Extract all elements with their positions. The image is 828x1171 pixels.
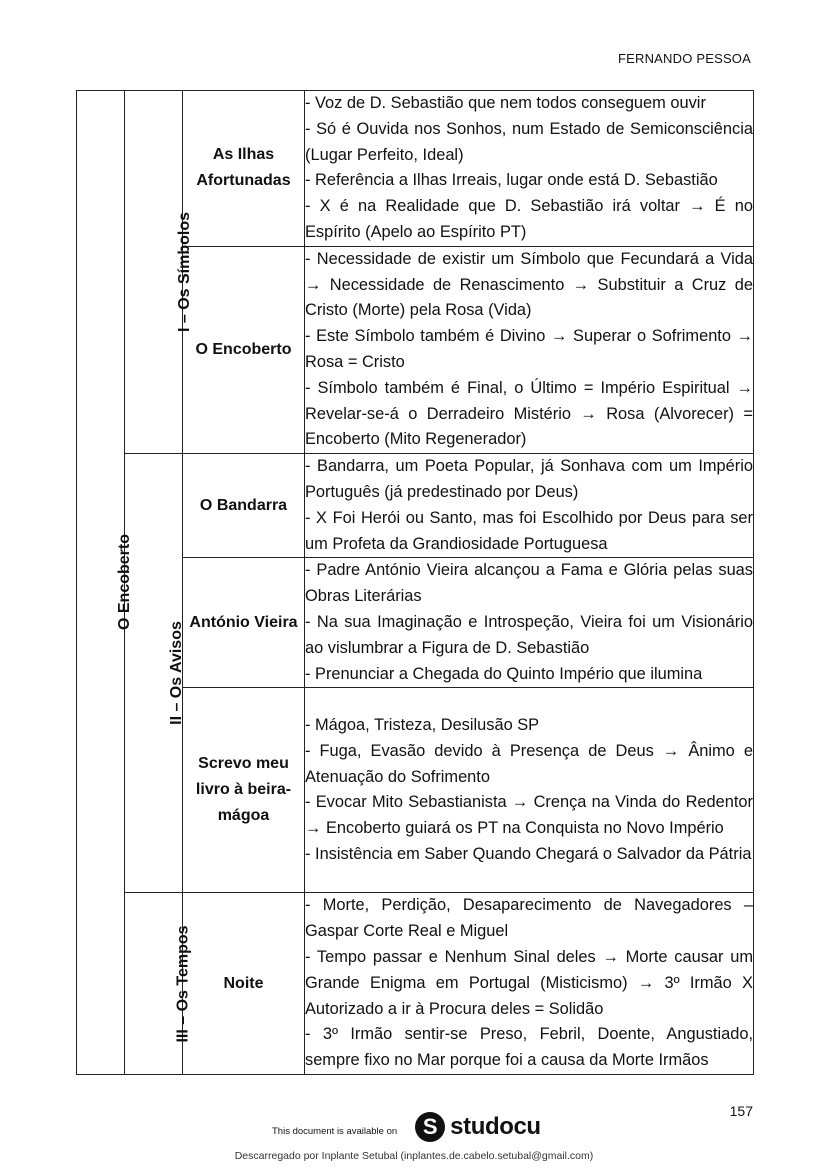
description-line: - Voz de D. Sebastião que nem todos conseguem ouvir [305,94,706,112]
studocu-logo-icon: S [415,1112,445,1142]
row-description [305,558,754,688]
download-footer: Descarregado por Inplante Setubal (inplantes.de.cabelo.setubal@gmail.com) [234,1150,594,1162]
description-line: - Necessidade de existir um Símbolo que Fecundará a Vida → Necessidade de Renascimento → Substituir a Cruz de Cristo (Morte) pela Rosa (Vida) [305,249,753,320]
main-heading-cell [77,91,134,1075]
description-line: - 3º Irmão sentir-se Preso, Febril, Doente, Angustiado, sempre fixo no Mar porque foi a causa da Morte Irmãos [305,1025,753,1070]
running-header: FERNANDO PESSOA [617,51,751,66]
studocu-banner[interactable] [272,1112,541,1142]
row-description [305,893,754,1075]
description-line: - Evocar Mito Sebastianista → Crença na Vinda do Redentor → Encoberto guiará os PT na Conquista no Novo Império [305,793,753,838]
description-line: - Padre António Vieira alcançou a Fama e Glória pelas suas Obras Literárias [305,561,753,606]
description-line: - Bandarra, um Poeta Popular, já Sonhava com um Império Português (já predestinado por Deus) [305,457,753,501]
description-line: - X é na Realidade que D. Sebastião irá voltar → É no Espírito (Apelo ao Espírito PT) [305,197,753,241]
main-heading: O Encoberto [116,534,134,631]
description-line: - Só é Ouvida nos Sonhos, num Estado de Semiconsciência (Lugar Perfeito, Ideal) [305,119,753,164]
row-title: Screvo meu livro à beira-mágoa [183,688,305,893]
description-line: - Símbolo também é Final, o Último = Império Espiritual → Revelar-se-á o Derradeiro Mistério → Rosa (Alvorecer) = Encoberto (Mito Regenerador) [305,378,753,449]
row-title: António Vieira [183,558,305,688]
row-title: O Bandarra [183,454,305,558]
row-title: As Ilhas Afortunadas [183,91,305,247]
studocu-brand: studocu [450,1113,541,1140]
description-line: - Morte, Perdição, Desaparecimento de Navegadores – Gaspar Corte Real e Miguel [305,896,753,941]
row-description [305,91,754,247]
part-label: I – Os Símbolos [176,212,194,333]
row-title: Noite [183,893,305,1075]
study-table [76,90,754,1075]
description-line: - Na sua Imaginação e Introspeção, Vieira foi um Visionário ao vislumbrar a Figura de D. Sebastião [305,612,753,657]
description-line: - Este Símbolo também é Divino → Superar o Sofrimento → Rosa = Cristo [305,327,753,371]
row-description [305,454,754,558]
part-cell-avisos [125,454,183,893]
page-number: 157 [729,1103,753,1119]
part-cell-tempos [125,893,192,1075]
row-description [305,688,754,893]
part-label: III – Os Tempos [174,925,192,1043]
description-line: - Fuga, Evasão devido à Presença de Deus → Ânimo e Atenuação do Sofrimento [305,741,753,786]
description-line: - Tempo passar e Nenhum Sinal deles → Morte causar um Grande Enigma em Portugal (Misticismo) → 3º Irmão X Autorizado a ir à Procura deles = Solidão [305,947,753,1018]
description-line: - Referência a Ilhas Irreais, lugar onde está D. Sebastião [305,171,718,190]
row-title: O Encoberto [183,246,305,453]
availability-text: This document is available on [272,1125,398,1137]
description-line: - X Foi Herói ou Santo, mas foi Escolhido por Deus para ser um Profeta da Grandiosidade Portuguesa [305,508,753,553]
description-line: - Prenunciar a Chegada do Quinto Império que ilumina [305,664,703,683]
part-cell-simbolos [125,91,194,454]
description-line: - Insistência em Saber Quando Chegará o Salvador da Pátria [305,844,752,863]
row-description [305,246,754,453]
part-label: II – Os Avisos [167,621,185,726]
description-line: - Mágoa, Tristeza, Desilusão SP [305,715,540,734]
